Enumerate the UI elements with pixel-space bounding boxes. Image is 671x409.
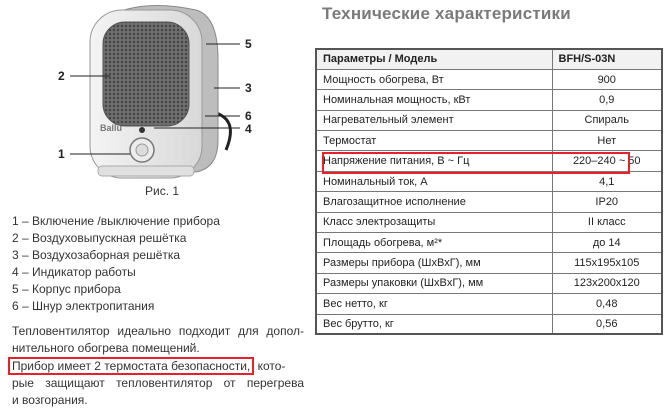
table-row [316, 171, 662, 191]
table-row [316, 90, 662, 110]
param-cell: Вес брутто, кг [316, 314, 552, 334]
param-cell: Номинальный ток, А [316, 171, 552, 191]
brand-logo: Ballu [100, 123, 123, 133]
table-row [316, 233, 662, 253]
description-line-highlight [12, 357, 304, 375]
figure-caption: Рис. 1 [145, 184, 180, 198]
header-model: BFH/S-03N [552, 49, 662, 69]
table-row [316, 192, 662, 212]
table-row [316, 314, 662, 334]
callout-4: 4 [245, 122, 252, 136]
value-cell: II класс [552, 212, 662, 232]
heater-illustration [0, 0, 300, 210]
callout-6: 6 [245, 109, 252, 123]
table-row [316, 273, 662, 293]
value-cell: Нет [552, 131, 662, 151]
specs-title: Технические характеристики [322, 4, 571, 23]
header-param: Параметры / Модель [316, 49, 552, 69]
description-paragraph [12, 323, 304, 409]
callout-2: 2 [58, 69, 65, 83]
callout-3: 3 [245, 81, 252, 95]
table-row [316, 151, 662, 171]
value-cell: 0,56 [552, 314, 662, 334]
param-cell: Влагозащитное исполнение [316, 192, 552, 212]
param-cell: Термостат [316, 131, 552, 151]
param-cell: Мощность обогрева, Вт [316, 69, 552, 89]
value-cell: 900 [552, 69, 662, 89]
param-cell: Класс электрозащиты [316, 212, 552, 232]
value-cell: 115x195x105 [552, 253, 662, 273]
description-line: нительного обогрева помещений. [12, 341, 200, 355]
value-cell: 0,48 [552, 294, 662, 314]
legend-item: 2 – Воздуховыпускная решётка [12, 231, 187, 245]
table-row-highlighted [316, 131, 662, 151]
table-row [316, 294, 662, 314]
table-row [316, 212, 662, 232]
specs-table [315, 48, 663, 335]
value-cell: до 14 [552, 233, 662, 253]
table-header-row [316, 49, 662, 69]
param-cell: Размеры прибора (ШxВxГ), мм [316, 253, 552, 273]
table-row [316, 110, 662, 130]
value-cell: 4,1 [552, 171, 662, 191]
description-text: кото- [254, 359, 286, 373]
legend-item: 4 – Индикатор работы [12, 265, 136, 279]
value-cell: 0,9 [552, 90, 662, 110]
highlighted-text: Прибор имеет 2 термостата безопасности, [8, 357, 254, 375]
grille [103, 22, 189, 126]
table-row [316, 69, 662, 89]
callout-1: 1 [58, 147, 65, 161]
description-line: рые защищают тепловентилятор от перегрева [12, 376, 304, 390]
value-cell: 123x200x120 [552, 273, 662, 293]
param-cell: Вес нетто, кг [316, 294, 552, 314]
param-cell: Нагревательный элемент [316, 110, 552, 130]
heater-figure [0, 0, 300, 210]
legend-item: 6 – Шнур электропитания [12, 299, 155, 313]
table-row [316, 253, 662, 273]
legend-item: 5 – Корпус прибора [12, 282, 121, 296]
param-cell: Размеры упаковки (ШxВxГ), мм [316, 273, 552, 293]
callout-5: 5 [245, 37, 252, 51]
value-cell: IP20 [552, 192, 662, 212]
param-cell: Номинальная мощность, кВт [316, 90, 552, 110]
param-cell: Площадь обогрева, м²* [316, 233, 552, 253]
legend-item: 1 – Включение /выключение прибора [12, 214, 220, 228]
value-cell: Спираль [552, 110, 662, 130]
base [98, 166, 194, 176]
parts-legend [12, 213, 220, 315]
description-line: Тепловентилятор идеально подходит для допол- [12, 324, 304, 338]
value-cell: 220–240 ~ 50 [552, 151, 662, 171]
legend-item: 3 – Воздухозаборная решётка [12, 248, 181, 262]
description-line: и возгорания. [12, 393, 88, 407]
indicator-light [139, 127, 145, 133]
param-cell: Напряжение питания, В ~ Гц [316, 151, 552, 171]
